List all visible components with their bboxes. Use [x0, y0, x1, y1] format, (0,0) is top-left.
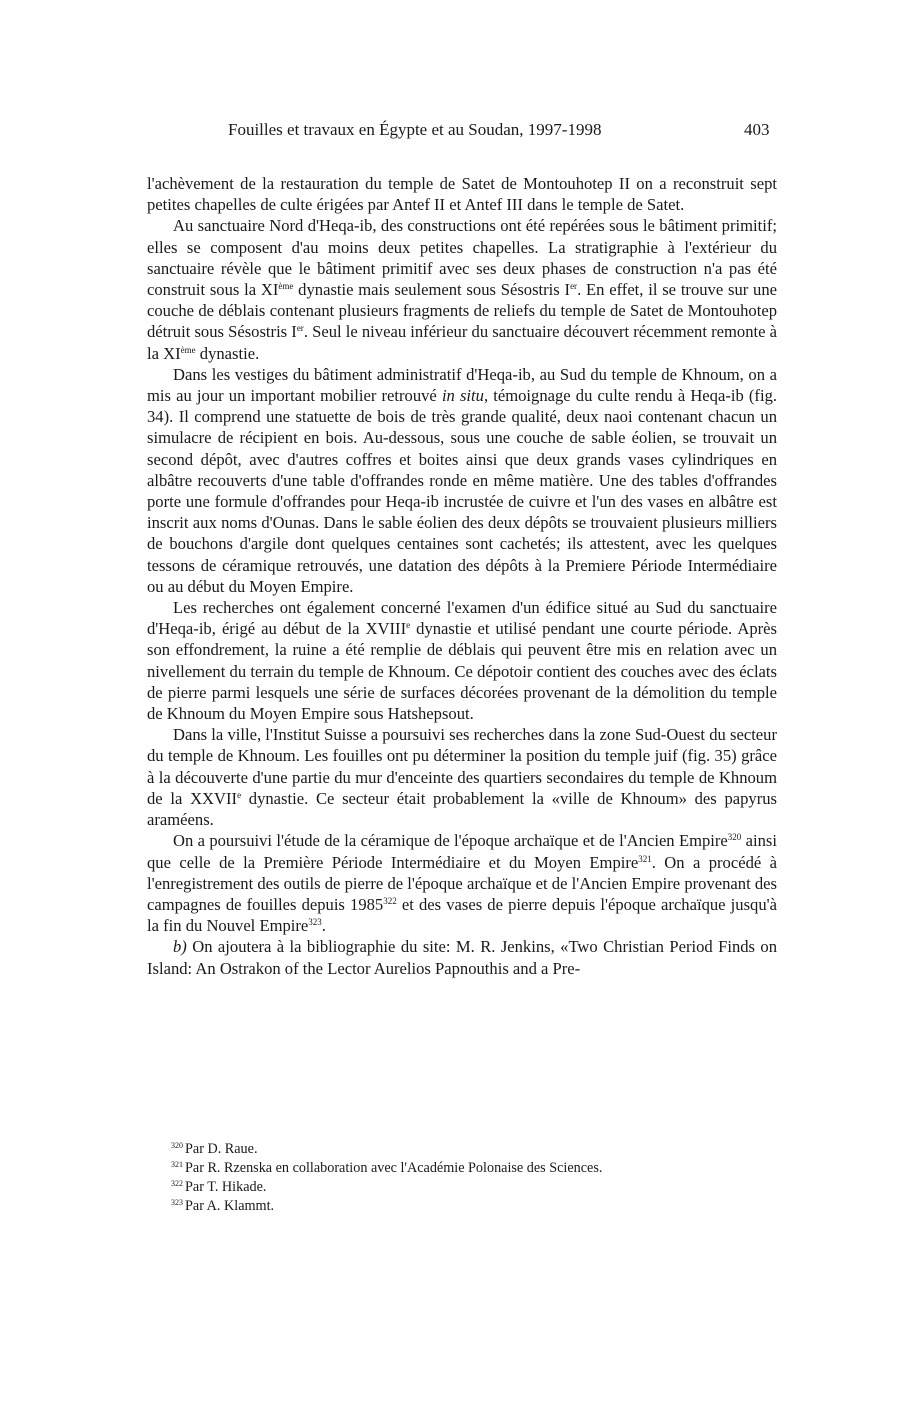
footnote-text: Par T. Hikade. [185, 1179, 267, 1195]
paragraph-4: Les recherches ont également concerné l'examen d'un édifice situé au Sud du sanctuaire d'Heqa-ib, érigé au début de la XVIIIe dynastie et utilisé pendant une courte période. Après son effondrement, la ruine a été remplie de déblais qui peuvent être mis en relation avec un nivellement du terrain du temple de Khnoum. Ce dépotoir contient des couches avec des éclats de pierre parmi lesquels une série de surfaces décorées provenant de la démolition du temple de Khnoum du Moyen Empire sous Hatshepsout. [147, 598, 777, 724]
footnote-text: Par R. Rzenska en collaboration avec l'Académie Polonaise des Sciences. [185, 1160, 603, 1176]
footnote-number: 322 [171, 1179, 183, 1188]
footnotes [147, 1140, 777, 1216]
footnote [147, 1140, 777, 1159]
footnote [147, 1197, 777, 1216]
paragraph-1: l'achèvement de la restauration du temple de Satet de Montouhotep II on a reconstruit sept petites chapelles de culte érigées par Antef II et Antef III dans le temple de Satet. [147, 174, 777, 215]
paragraph-6: On a poursuivi l'étude de la céramique de l'époque archaïque et de l'Ancien Empire$^{320}$ ainsi que celle de la Première Période Intermédiaire et du Moyen Empire$^{321}$. On a procédé à l'enregistrement des outils de pierre de l'époque archaïque et de l'Ancien Empire provenant des campagnes de fouilles depuis 1985$^{322}$ et des vases de pierre depuis l'époque archaïque jusqu'à la fin du Nouvel Empire$^{323}$. [147, 831, 778, 936]
paragraph-3: Dans les vestiges du bâtiment administratif d'Heqa-ib, au Sud du temple de Khnoum, on a mis au jour un important mobilier retrouvé in situ, témoignage du culte rendu à Heqa-ib (fig. 34). Il comprend une statuette de bois de très grande qualité, deux naoi contenant chacun un simulacre de récipient en bois. Au-dessous, sous une couche de sable éolien, se trouvait un second dépôt, avec d'autres coffres et boites ainsi que deux grands vases cylindriques en albâtre recouverts d'une table d'offrandes ronde en même matière. Une des tables d'offrandes porte une formule d'offrandes pour Heqa-ib incrustée de cuivre et l'un des vases en albâtre est inscrit aux noms d'Ounas. Dans le sable éolien des deux dépôts se trouvaient plusieurs milliers de bouchons d'argile dont quelques centaines sont cachetés; ils attestent, avec les quelques tessons de céramique retrouvés, une datation des dépôts à la Premiere Période Intermédiaire ou au début du Moyen Empire. [147, 364, 778, 596]
footnote-number: 320 [171, 1141, 183, 1150]
footnote-number: 321 [171, 1160, 183, 1169]
paragraph-7: b) On ajoutera à la bibliographie du site: M. R. Jenkins, «Two Christian Period Finds on Island: An Ostrakon of the Lector Aurelios Papnouthis and a Pre- [147, 937, 777, 978]
footnote-text: Par A. Klammt. [185, 1198, 275, 1214]
body-text [147, 173, 777, 979]
footnote-text: Par D. Raue. [185, 1141, 258, 1157]
paragraph-2: Au sanctuaire Nord d'Heqa-ib, des constructions ont été repérées sous le bâtiment primitif; elles se composent d'au moins deux petites chapelles. La stratigraphie à l'extérieur du sanctuaire révèle que le bâtiment primitif avec ses deux phases de construction n'a pas été construit sous la XIème dynastie mais seulement sous Sésostris Ier. En effet, il se trouve sur une couche de déblais contenant plusieurs fragments de reliefs du temple de Satet de Montouhotep détruit sous Sésostris Ier. Seul le niveau inférieur du sanctuaire découvert récemment remonte à la XIème dynastie. [147, 216, 778, 363]
page-number: 403 [744, 120, 770, 139]
footnote-number: 323 [171, 1198, 183, 1207]
footnote [147, 1159, 777, 1178]
running-title: Fouilles et travaux en Égypte et au Soudan, 1997-1998 [228, 120, 602, 139]
footnote [147, 1178, 777, 1197]
paragraph-5: Dans la ville, l'Institut Suisse a poursuivi ses recherches dans la zone Sud-Ouest du secteur du temple de Khnoum. Les fouilles ont pu déterminer la position du temple juif (fig. 35) grâce à la découverte d'une partie du mur d'enceinte des quartiers secondaires du temple de Khnoum de la XXVIIe dynastie. Ce secteur était probablement la «ville de Khnoum» des papyrus araméens. [147, 725, 777, 830]
